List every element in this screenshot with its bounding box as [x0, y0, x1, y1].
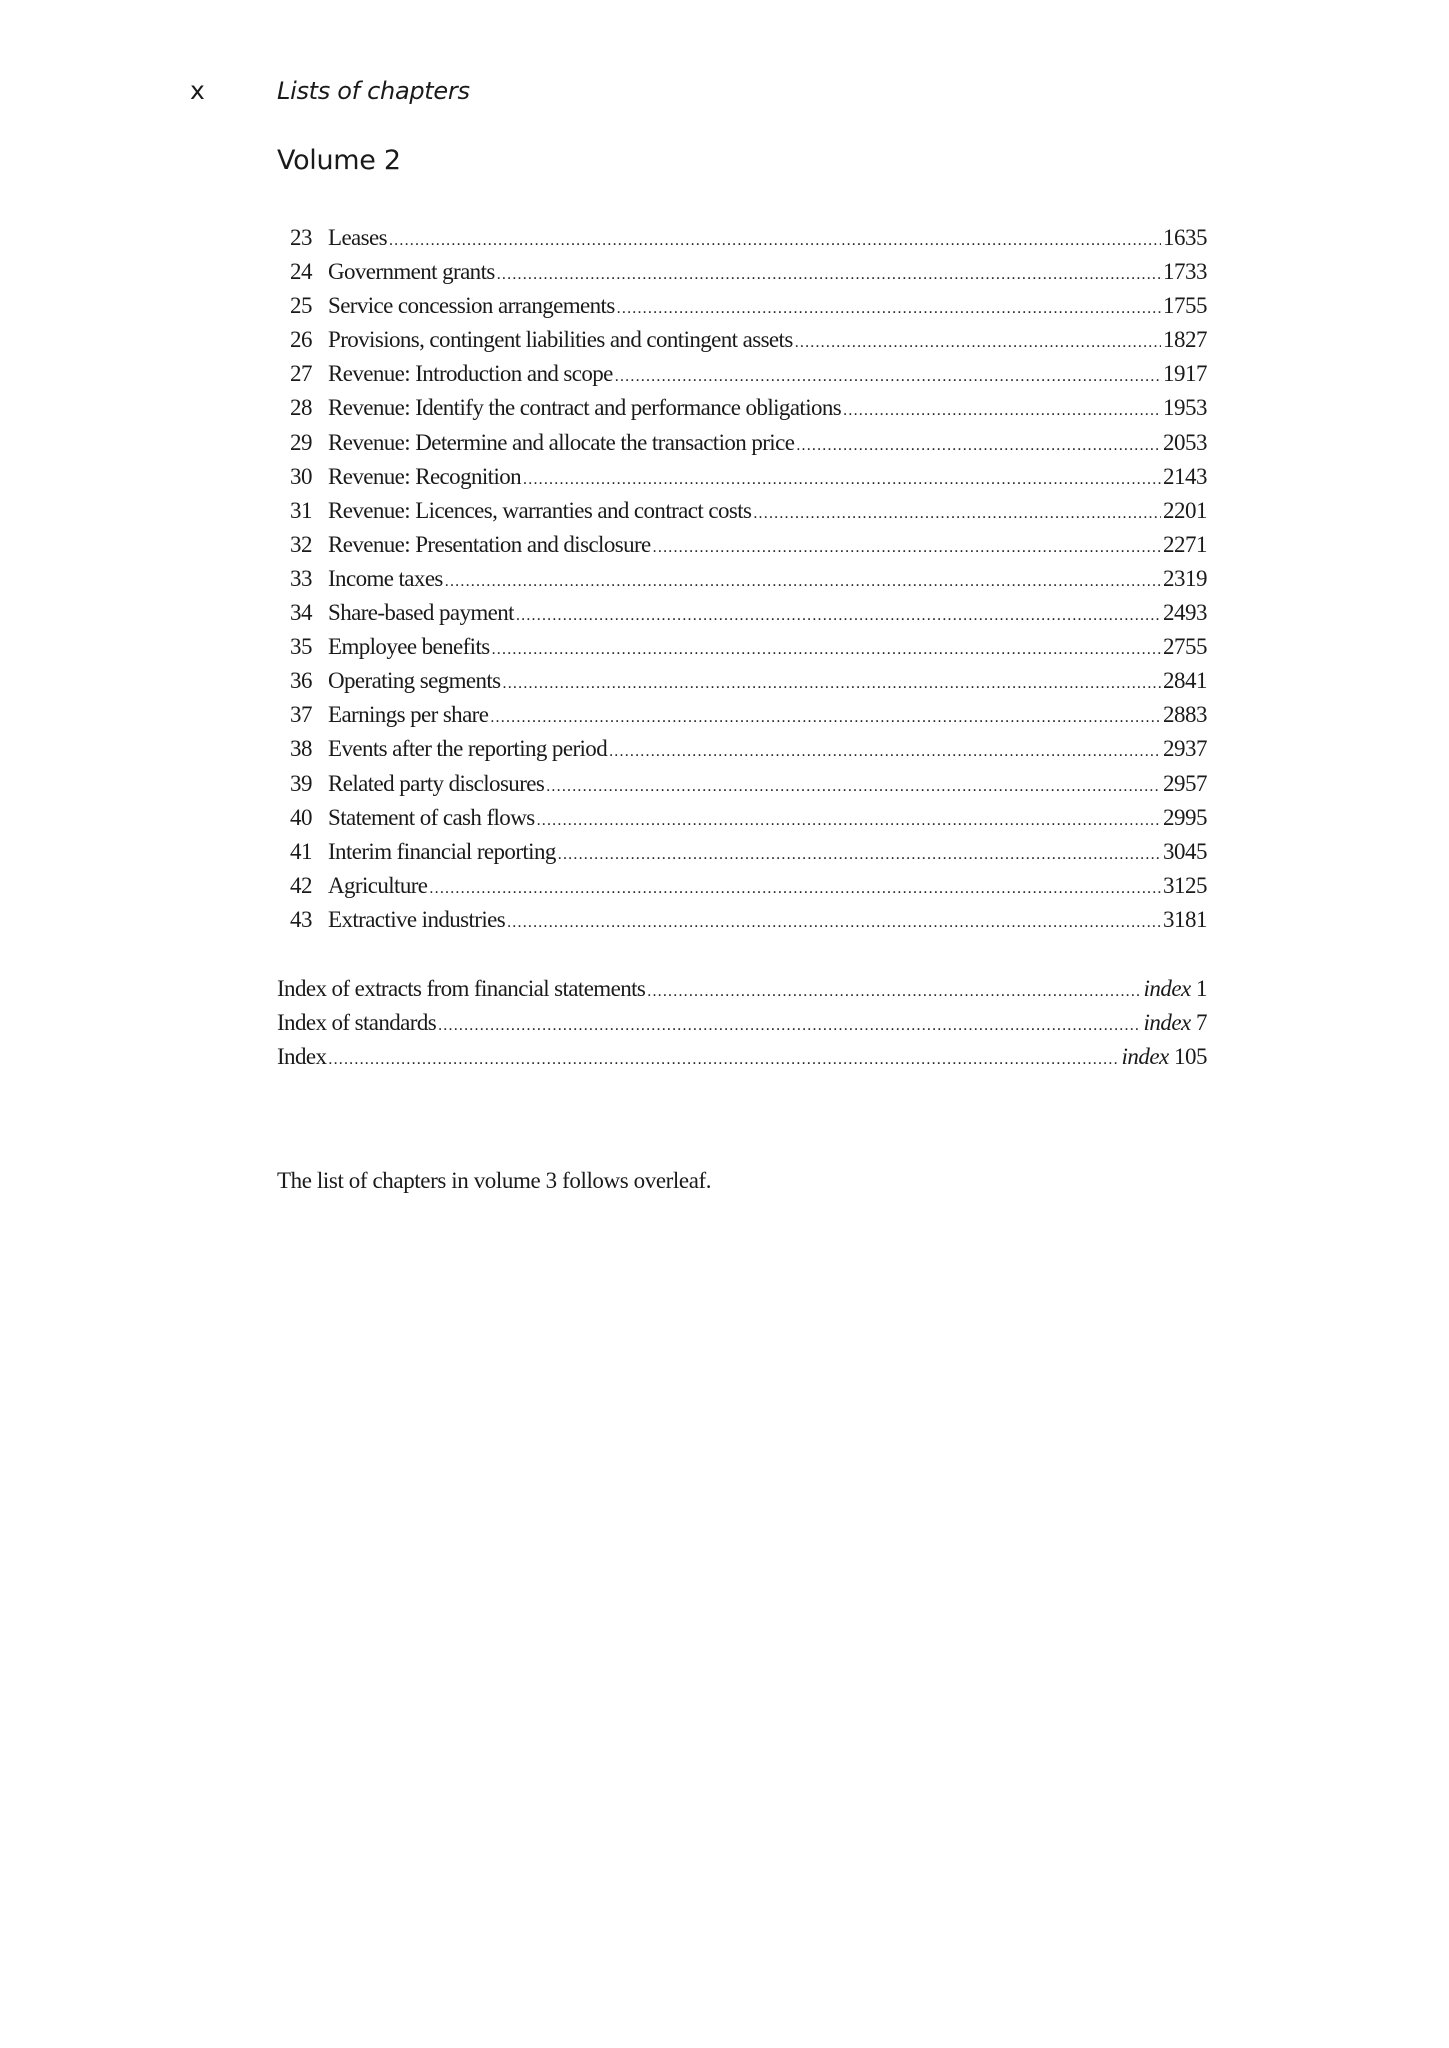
index-page-ref [1143, 972, 1207, 1006]
chapter-title[interactable]: Government grants [328, 255, 495, 289]
dot-leader [429, 872, 1161, 906]
dot-leader [497, 258, 1161, 292]
chapter-title[interactable]: Interim financial reporting [328, 835, 556, 869]
chapter-page-number: 1635 [1163, 225, 1207, 250]
chapter-title[interactable]: Extractive industries [328, 903, 505, 937]
volume-heading: Volume 2 [277, 145, 401, 176]
chapter-number: 30 [290, 463, 312, 489]
chapter-entry[interactable] [277, 426, 1207, 460]
chapter-entry[interactable] [277, 255, 1207, 289]
dot-leader [843, 394, 1161, 428]
chapter-number: 34 [290, 600, 312, 626]
chapter-title[interactable]: Operating segments [328, 664, 501, 698]
chapter-page-number: 2493 [1163, 600, 1207, 626]
chapter-page-number: 1953 [1163, 395, 1207, 421]
chapter-entry[interactable] [277, 391, 1207, 425]
dot-leader [516, 599, 1161, 633]
chapter-number: 38 [290, 736, 312, 762]
chapter-entry[interactable] [277, 903, 1207, 937]
running-head [0, 74, 1449, 108]
chapter-entry[interactable] [277, 562, 1207, 596]
index-entry[interactable] [277, 972, 1207, 1006]
index-page-number: 7 [1196, 1010, 1207, 1036]
chapter-page-number: 2957 [1163, 770, 1207, 796]
chapter-number: 43 [290, 906, 312, 932]
dot-leader [523, 463, 1161, 497]
chapter-title[interactable]: Revenue: Presentation and disclosure [328, 528, 651, 562]
chapter-entry[interactable] [277, 767, 1207, 801]
chapter-title[interactable]: Revenue: Determine and allocate the transaction price [328, 426, 794, 460]
chapter-title[interactable]: Income taxes [328, 562, 443, 596]
chapter-number: 39 [290, 770, 312, 796]
chapter-title[interactable]: Revenue: Recognition [328, 460, 521, 494]
chapter-entry[interactable] [277, 732, 1207, 766]
chapter-entry[interactable] [277, 596, 1207, 630]
chapter-entry[interactable] [277, 698, 1207, 732]
chapter-page-number: 2143 [1163, 463, 1207, 489]
chapter-title[interactable]: Leases [328, 221, 387, 255]
chapter-title[interactable]: Revenue: Introduction and scope [328, 357, 613, 391]
chapter-entry[interactable] [277, 289, 1207, 323]
chapter-number: 32 [290, 531, 312, 557]
dot-leader [507, 906, 1161, 940]
index-prefix: index [1143, 1010, 1191, 1036]
dot-leader [653, 531, 1161, 565]
index-page-ref [1121, 1040, 1207, 1074]
dot-leader [615, 360, 1161, 394]
dot-leader [537, 804, 1161, 838]
chapter-number: 37 [290, 702, 312, 728]
chapter-page-number: 2201 [1163, 497, 1207, 523]
dot-leader [492, 633, 1161, 667]
chapter-title[interactable]: Events after the reporting period [328, 732, 607, 766]
chapter-title[interactable]: Agriculture [328, 869, 427, 903]
chapter-page-number: 1827 [1163, 327, 1207, 353]
chapter-title[interactable]: Statement of cash flows [328, 801, 535, 835]
chapter-number: 27 [290, 361, 312, 387]
chapter-title[interactable]: Share-based payment [328, 596, 514, 630]
chapter-entry[interactable] [277, 630, 1207, 664]
chapter-page-number: 2883 [1163, 702, 1207, 728]
overleaf-note: The list of chapters in volume 3 follows overleaf. [277, 1168, 712, 1193]
index-page-ref [1143, 1006, 1207, 1040]
index-page-number: 1 [1196, 976, 1207, 1001]
chapter-page-number: 3181 [1163, 906, 1207, 932]
chapter-number: 26 [290, 327, 312, 353]
index-prefix: index [1121, 1044, 1169, 1070]
chapter-number: 23 [290, 225, 312, 250]
dot-leader [795, 326, 1161, 360]
chapter-number: 25 [290, 293, 312, 319]
index-entry[interactable] [277, 1006, 1207, 1040]
chapter-number: 35 [290, 634, 312, 660]
chapter-entry[interactable] [277, 801, 1207, 835]
chapter-page-number: 2841 [1163, 668, 1207, 694]
chapter-page-number: 1733 [1163, 259, 1207, 285]
chapter-page-number: 2937 [1163, 736, 1207, 762]
chapter-number: 42 [290, 872, 312, 898]
chapter-page-number: 2271 [1163, 531, 1207, 557]
chapter-number: 40 [290, 804, 312, 830]
index-page-number: 105 [1174, 1044, 1207, 1070]
dot-leader [753, 497, 1161, 531]
chapter-page-number: 2053 [1163, 429, 1207, 455]
chapter-page-number: 2995 [1163, 804, 1207, 830]
chapter-entry[interactable] [277, 869, 1207, 903]
chapter-title[interactable]: Service concession arrangements [328, 289, 615, 323]
chapter-title[interactable]: Revenue: Identify the contract and performance obligations [328, 391, 841, 425]
dot-leader [796, 429, 1161, 463]
dot-leader [490, 701, 1161, 735]
chapter-entry[interactable] [277, 664, 1207, 698]
chapter-title[interactable]: Revenue: Licences, warranties and contract costs [328, 494, 751, 528]
chapter-entry[interactable] [277, 528, 1207, 562]
chapter-entry[interactable] [277, 460, 1207, 494]
dot-leader [546, 770, 1161, 804]
dot-leader [609, 735, 1161, 769]
index-title[interactable]: Index [277, 1040, 326, 1074]
chapter-entry[interactable] [277, 221, 1207, 255]
chapter-number: 24 [290, 259, 312, 285]
dot-leader [503, 667, 1161, 701]
dot-leader [389, 224, 1161, 258]
chapter-page-number: 3125 [1163, 872, 1207, 898]
index-list [277, 972, 1207, 1074]
chapter-page-number: 3045 [1163, 838, 1207, 864]
index-prefix: index [1143, 976, 1191, 1001]
dot-leader [328, 1043, 1119, 1077]
chapter-number: 28 [290, 395, 312, 421]
page-folio: x [190, 76, 205, 105]
chapter-title[interactable]: Provisions, contingent liabilities and contingent assets [328, 323, 793, 357]
chapter-page-number: 1917 [1163, 361, 1207, 387]
index-entry[interactable] [277, 1040, 1207, 1074]
chapter-number: 33 [290, 565, 312, 591]
chapter-entry[interactable] [277, 494, 1207, 528]
dot-leader [617, 292, 1161, 326]
chapter-page-number: 2319 [1163, 565, 1207, 591]
chapter-number: 31 [290, 497, 312, 523]
chapter-title[interactable]: Employee benefits [328, 630, 490, 664]
index-title[interactable]: Index of standards [277, 1006, 436, 1040]
dot-leader [438, 1009, 1141, 1043]
chapter-entry[interactable] [277, 357, 1207, 391]
chapter-title[interactable]: Earnings per share [328, 698, 488, 732]
dot-leader [647, 975, 1141, 1009]
chapter-page-number: 1755 [1163, 293, 1207, 319]
dot-leader [445, 565, 1161, 599]
chapter-entry[interactable] [277, 323, 1207, 357]
chapter-page-number: 2755 [1163, 634, 1207, 660]
chapter-number: 29 [290, 429, 312, 455]
index-title[interactable]: Index of extracts from financial statements [277, 972, 645, 1006]
dot-leader [558, 838, 1161, 872]
chapter-list [277, 221, 1207, 937]
chapter-entry[interactable] [277, 835, 1207, 869]
chapter-number: 41 [290, 838, 312, 864]
chapter-number: 36 [290, 668, 312, 694]
running-title: Lists of chapters [277, 77, 470, 105]
chapter-title[interactable]: Related party disclosures [328, 767, 544, 801]
